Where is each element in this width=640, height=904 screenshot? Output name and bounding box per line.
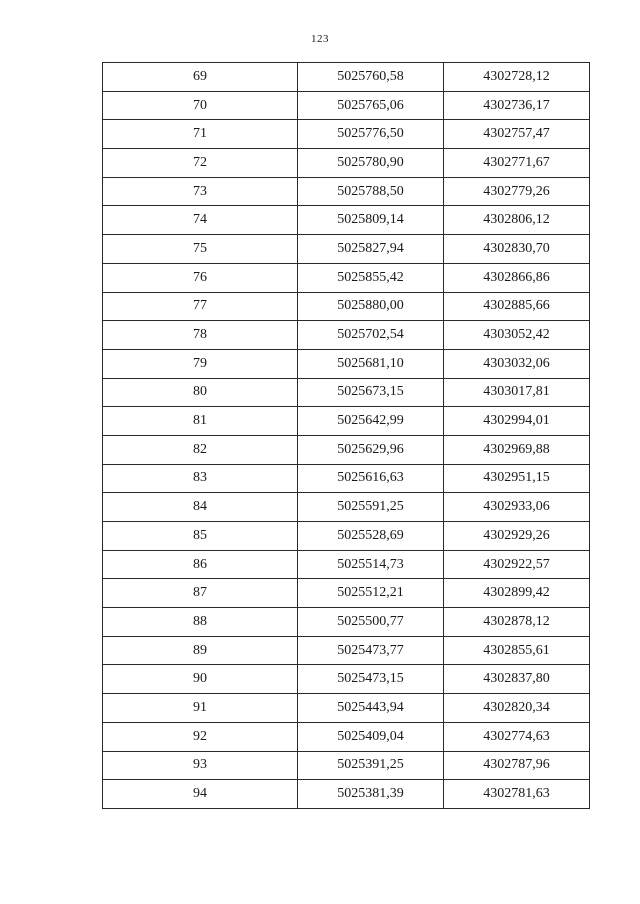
x-coordinate-cell: 5025827,94 xyxy=(298,235,444,264)
point-number-cell: 83 xyxy=(103,464,298,493)
y-coordinate-cell: 4302837,80 xyxy=(444,665,590,694)
x-coordinate-cell: 5025616,63 xyxy=(298,464,444,493)
y-coordinate-cell: 4302787,96 xyxy=(444,751,590,780)
point-number-cell: 93 xyxy=(103,751,298,780)
x-coordinate-cell: 5025512,21 xyxy=(298,579,444,608)
table-row xyxy=(103,63,590,92)
point-number-cell: 69 xyxy=(103,63,298,92)
table-row xyxy=(103,579,590,608)
y-coordinate-cell: 4302855,61 xyxy=(444,636,590,665)
x-coordinate-cell: 5025702,54 xyxy=(298,321,444,350)
table-row xyxy=(103,522,590,551)
table-row xyxy=(103,149,590,178)
y-coordinate-cell: 4302806,12 xyxy=(444,206,590,235)
x-coordinate-cell: 5025765,06 xyxy=(298,91,444,120)
point-number-cell: 88 xyxy=(103,608,298,637)
point-number-cell: 81 xyxy=(103,407,298,436)
y-coordinate-cell: 4302771,67 xyxy=(444,149,590,178)
table-row xyxy=(103,349,590,378)
point-number-cell: 84 xyxy=(103,493,298,522)
table-row xyxy=(103,120,590,149)
point-number-cell: 73 xyxy=(103,177,298,206)
x-coordinate-cell: 5025673,15 xyxy=(298,378,444,407)
x-coordinate-cell: 5025443,94 xyxy=(298,694,444,723)
point-number-cell: 89 xyxy=(103,636,298,665)
x-coordinate-cell: 5025409,04 xyxy=(298,722,444,751)
y-coordinate-cell: 4303052,42 xyxy=(444,321,590,350)
y-coordinate-cell: 4302781,63 xyxy=(444,780,590,809)
table-row xyxy=(103,378,590,407)
point-number-cell: 85 xyxy=(103,522,298,551)
table-row xyxy=(103,722,590,751)
y-coordinate-cell: 4302774,63 xyxy=(444,722,590,751)
point-number-cell: 72 xyxy=(103,149,298,178)
y-coordinate-cell: 4302885,66 xyxy=(444,292,590,321)
table-row xyxy=(103,177,590,206)
table-row xyxy=(103,493,590,522)
table-row xyxy=(103,636,590,665)
y-coordinate-cell: 4302899,42 xyxy=(444,579,590,608)
point-number-cell: 92 xyxy=(103,722,298,751)
y-coordinate-cell: 4302929,26 xyxy=(444,522,590,551)
y-coordinate-cell: 4303032,06 xyxy=(444,349,590,378)
y-coordinate-cell: 4302878,12 xyxy=(444,608,590,637)
table-row xyxy=(103,751,590,780)
table-row xyxy=(103,292,590,321)
x-coordinate-cell: 5025391,25 xyxy=(298,751,444,780)
table-row xyxy=(103,321,590,350)
y-coordinate-cell: 4302830,70 xyxy=(444,235,590,264)
table-row xyxy=(103,435,590,464)
x-coordinate-cell: 5025528,69 xyxy=(298,522,444,551)
x-coordinate-cell: 5025880,00 xyxy=(298,292,444,321)
x-coordinate-cell: 5025780,90 xyxy=(298,149,444,178)
point-number-cell: 70 xyxy=(103,91,298,120)
x-coordinate-cell: 5025855,42 xyxy=(298,263,444,292)
point-number-cell: 82 xyxy=(103,435,298,464)
table-row xyxy=(103,464,590,493)
table-row xyxy=(103,235,590,264)
point-number-cell: 80 xyxy=(103,378,298,407)
point-number-cell: 77 xyxy=(103,292,298,321)
y-coordinate-cell: 4302933,06 xyxy=(444,493,590,522)
y-coordinate-cell: 4302736,17 xyxy=(444,91,590,120)
x-coordinate-cell: 5025500,77 xyxy=(298,608,444,637)
point-number-cell: 94 xyxy=(103,780,298,809)
x-coordinate-cell: 5025514,73 xyxy=(298,550,444,579)
y-coordinate-cell: 4302969,88 xyxy=(444,435,590,464)
y-coordinate-cell: 4302779,26 xyxy=(444,177,590,206)
table-row xyxy=(103,91,590,120)
table-row xyxy=(103,407,590,436)
y-coordinate-cell: 4302757,47 xyxy=(444,120,590,149)
y-coordinate-cell: 4302922,57 xyxy=(444,550,590,579)
coordinates-table-body xyxy=(103,63,590,809)
x-coordinate-cell: 5025629,96 xyxy=(298,435,444,464)
point-number-cell: 79 xyxy=(103,349,298,378)
point-number-cell: 75 xyxy=(103,235,298,264)
x-coordinate-cell: 5025473,77 xyxy=(298,636,444,665)
point-number-cell: 74 xyxy=(103,206,298,235)
x-coordinate-cell: 5025760,58 xyxy=(298,63,444,92)
x-coordinate-cell: 5025788,50 xyxy=(298,177,444,206)
x-coordinate-cell: 5025776,50 xyxy=(298,120,444,149)
y-coordinate-cell: 4302866,86 xyxy=(444,263,590,292)
point-number-cell: 87 xyxy=(103,579,298,608)
x-coordinate-cell: 5025642,99 xyxy=(298,407,444,436)
table-row xyxy=(103,665,590,694)
page-number: 123 xyxy=(311,33,329,45)
point-number-cell: 90 xyxy=(103,665,298,694)
point-number-cell: 78 xyxy=(103,321,298,350)
table-row xyxy=(103,694,590,723)
y-coordinate-cell: 4302994,01 xyxy=(444,407,590,436)
x-coordinate-cell: 5025473,15 xyxy=(298,665,444,694)
coordinates-table xyxy=(102,62,590,809)
y-coordinate-cell: 4302728,12 xyxy=(444,63,590,92)
point-number-cell: 71 xyxy=(103,120,298,149)
x-coordinate-cell: 5025681,10 xyxy=(298,349,444,378)
x-coordinate-cell: 5025381,39 xyxy=(298,780,444,809)
y-coordinate-cell: 4303017,81 xyxy=(444,378,590,407)
point-number-cell: 91 xyxy=(103,694,298,723)
point-number-cell: 76 xyxy=(103,263,298,292)
x-coordinate-cell: 5025591,25 xyxy=(298,493,444,522)
point-number-cell: 86 xyxy=(103,550,298,579)
y-coordinate-cell: 4302951,15 xyxy=(444,464,590,493)
y-coordinate-cell: 4302820,34 xyxy=(444,694,590,723)
table-row xyxy=(103,608,590,637)
x-coordinate-cell: 5025809,14 xyxy=(298,206,444,235)
table-row xyxy=(103,263,590,292)
table-row xyxy=(103,206,590,235)
table-row xyxy=(103,780,590,809)
table-row xyxy=(103,550,590,579)
